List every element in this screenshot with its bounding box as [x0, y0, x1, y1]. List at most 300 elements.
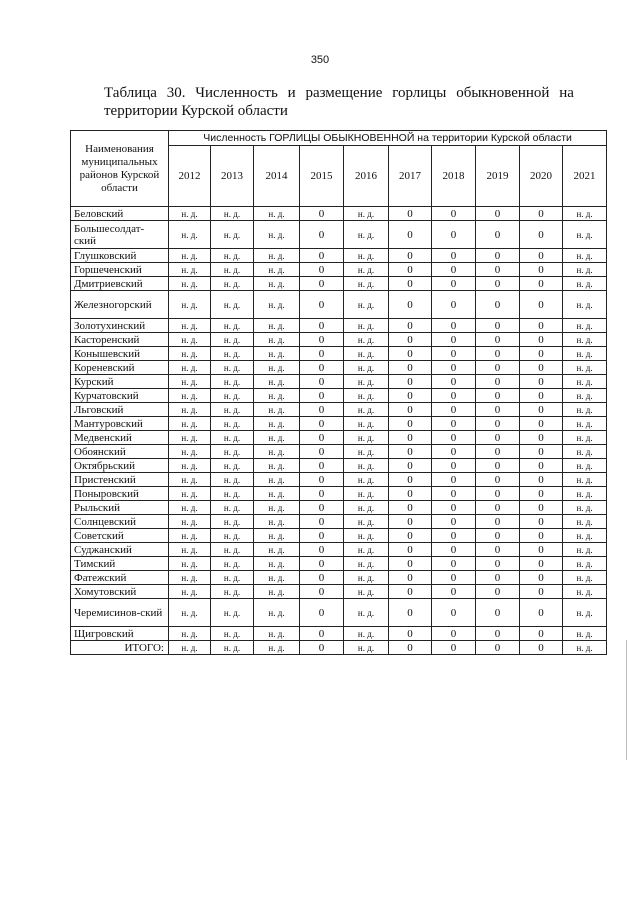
caption-word: горлицы	[392, 85, 447, 101]
cell-value: 0	[389, 277, 432, 291]
cell-value: н. д.	[344, 403, 389, 417]
cell-value: 0	[520, 263, 563, 277]
cell-value: н. д.	[344, 277, 389, 291]
district-name: Курский	[71, 375, 169, 389]
cell-value: 0	[300, 487, 344, 501]
cell-value: 0	[389, 375, 432, 389]
cell-value: 0	[300, 501, 344, 515]
cell-value: н. д.	[169, 263, 211, 277]
cell-value: н. д.	[211, 599, 254, 627]
cell-value: 0	[520, 571, 563, 585]
caption-word: размещение	[305, 85, 383, 101]
cell-value: н. д.	[254, 585, 300, 599]
cell-value: н. д.	[254, 543, 300, 557]
cell-value: н. д.	[563, 333, 607, 347]
cell-value: н. д.	[211, 543, 254, 557]
cell-value: 0	[432, 459, 476, 473]
cell-value: 0	[300, 207, 344, 221]
cell-value: н. д.	[169, 599, 211, 627]
cell-value: н. д.	[254, 417, 300, 431]
cell-value: 0	[432, 403, 476, 417]
cell-value: н. д.	[211, 221, 254, 249]
cell-value: 0	[389, 599, 432, 627]
cell-value: н. д.	[211, 641, 254, 655]
district-name: Большесолдат-ский	[71, 221, 169, 249]
cell-value: 0	[520, 333, 563, 347]
cell-value: н. д.	[211, 403, 254, 417]
cell-value: 0	[389, 263, 432, 277]
cell-value: 0	[520, 347, 563, 361]
cell-value: н. д.	[344, 361, 389, 375]
cell-value: н. д.	[563, 277, 607, 291]
district-name: Мантуровский	[71, 417, 169, 431]
cell-value: н. д.	[169, 585, 211, 599]
caption-word: Численность	[195, 85, 278, 101]
cell-value: н. д.	[211, 585, 254, 599]
cell-value: н. д.	[344, 221, 389, 249]
cell-value: 0	[476, 529, 520, 543]
table-row	[71, 277, 607, 291]
cell-value: н. д.	[169, 375, 211, 389]
cell-value: 0	[300, 627, 344, 641]
cell-value: н. д.	[563, 641, 607, 655]
cell-value: н. д.	[254, 445, 300, 459]
cell-value: н. д.	[169, 487, 211, 501]
cell-value: н. д.	[211, 557, 254, 571]
cell-value: н. д.	[169, 543, 211, 557]
cell-value: 0	[476, 291, 520, 319]
cell-value: н. д.	[254, 277, 300, 291]
district-name: Тимский	[71, 557, 169, 571]
cell-value: н. д.	[169, 207, 211, 221]
cell-value: н. д.	[169, 571, 211, 585]
cell-value: 0	[520, 445, 563, 459]
cell-value: 0	[476, 277, 520, 291]
cell-value: 0	[432, 249, 476, 263]
district-name: Железногорский	[71, 291, 169, 319]
cell-value: н. д.	[563, 319, 607, 333]
cell-value: н. д.	[563, 529, 607, 543]
district-name: Глушковский	[71, 249, 169, 263]
cell-value: н. д.	[563, 585, 607, 599]
header-year: 2021	[563, 146, 607, 207]
district-name: Пристенский	[71, 473, 169, 487]
cell-value: н. д.	[254, 361, 300, 375]
cell-value: 0	[432, 347, 476, 361]
cell-value: 0	[476, 501, 520, 515]
cell-value: н. д.	[169, 431, 211, 445]
cell-value: н. д.	[344, 641, 389, 655]
table-body	[71, 207, 607, 655]
header-year: 2016	[344, 146, 389, 207]
cell-value: 0	[300, 417, 344, 431]
cell-value: н. д.	[563, 249, 607, 263]
table-row	[71, 291, 607, 319]
header-year: 2014	[254, 146, 300, 207]
cell-value: н. д.	[254, 347, 300, 361]
cell-value: 0	[300, 249, 344, 263]
district-name: Фатежский	[71, 571, 169, 585]
header-district: Наименования муниципальных районов Курской области	[71, 131, 169, 207]
cell-value: 0	[389, 557, 432, 571]
total-row	[71, 641, 607, 655]
table-row	[71, 375, 607, 389]
cell-value: н. д.	[344, 445, 389, 459]
cell-value: 0	[300, 347, 344, 361]
cell-value: 0	[432, 431, 476, 445]
table-row	[71, 501, 607, 515]
cell-value: н. д.	[169, 319, 211, 333]
cell-value: 0	[432, 557, 476, 571]
cell-value: 0	[389, 571, 432, 585]
cell-value: н. д.	[563, 515, 607, 529]
cell-value: 0	[520, 627, 563, 641]
cell-value: н. д.	[169, 459, 211, 473]
header-year: 2018	[432, 146, 476, 207]
cell-value: 0	[300, 585, 344, 599]
cell-value: н. д.	[169, 473, 211, 487]
cell-value: н. д.	[254, 473, 300, 487]
header-year: 2017	[389, 146, 432, 207]
cell-value: н. д.	[169, 333, 211, 347]
cell-value: н. д.	[169, 445, 211, 459]
table-row	[71, 599, 607, 627]
table-row	[71, 627, 607, 641]
cell-value: 0	[300, 431, 344, 445]
cell-value: 0	[520, 501, 563, 515]
cell-value: н. д.	[563, 473, 607, 487]
cell-value: 0	[520, 291, 563, 319]
cell-value: 0	[432, 291, 476, 319]
district-name: Горшеченский	[71, 263, 169, 277]
cell-value: 0	[520, 277, 563, 291]
cell-value: 0	[476, 641, 520, 655]
cell-value: н. д.	[211, 417, 254, 431]
cell-value: н. д.	[254, 599, 300, 627]
cell-value: 0	[389, 473, 432, 487]
cell-value: 0	[300, 277, 344, 291]
header-year: 2015	[300, 146, 344, 207]
cell-value: н. д.	[254, 529, 300, 543]
cell-value: н. д.	[254, 557, 300, 571]
table-row	[71, 431, 607, 445]
cell-value: 0	[476, 627, 520, 641]
cell-value: 0	[389, 585, 432, 599]
cell-value: н. д.	[344, 207, 389, 221]
cell-value: 0	[389, 501, 432, 515]
cell-value: н. д.	[211, 333, 254, 347]
cell-value: н. д.	[211, 347, 254, 361]
district-name: Суджанский	[71, 543, 169, 557]
cell-value: н. д.	[344, 543, 389, 557]
table-row	[71, 347, 607, 361]
caption-word: на	[559, 85, 574, 101]
cell-value: н. д.	[211, 431, 254, 445]
cell-value: н. д.	[563, 487, 607, 501]
cell-value: 0	[520, 599, 563, 627]
cell-value: н. д.	[254, 431, 300, 445]
cell-value: 0	[389, 207, 432, 221]
table-row	[71, 319, 607, 333]
table-row	[71, 249, 607, 263]
cell-value: 0	[300, 333, 344, 347]
cell-value: 0	[300, 361, 344, 375]
cell-value: 0	[476, 361, 520, 375]
cell-value: н. д.	[169, 627, 211, 641]
caption-word: и	[287, 85, 296, 101]
cell-value: 0	[432, 515, 476, 529]
cell-value: 0	[432, 529, 476, 543]
cell-value: н. д.	[169, 417, 211, 431]
district-name: Солнцевский	[71, 515, 169, 529]
cell-value: 0	[300, 473, 344, 487]
cell-value: н. д.	[563, 417, 607, 431]
cell-value: 0	[476, 571, 520, 585]
cell-value: н. д.	[254, 571, 300, 585]
district-name: Золотухинский	[71, 319, 169, 333]
cell-value: н. д.	[211, 515, 254, 529]
cell-value: 0	[476, 459, 520, 473]
cell-value: н. д.	[563, 459, 607, 473]
cell-value: 0	[300, 641, 344, 655]
cell-value: 0	[432, 375, 476, 389]
cell-value: н. д.	[169, 515, 211, 529]
page-number: 350	[310, 54, 330, 66]
cell-value: н. д.	[169, 557, 211, 571]
cell-value: н. д.	[344, 263, 389, 277]
cell-value: 0	[520, 361, 563, 375]
cell-value: 0	[520, 207, 563, 221]
cell-value: 0	[520, 431, 563, 445]
table-row	[71, 515, 607, 529]
cell-value: 0	[300, 557, 344, 571]
cell-value: 0	[476, 557, 520, 571]
district-name: Щигровский	[71, 627, 169, 641]
cell-value: н. д.	[169, 291, 211, 319]
cell-value: н. д.	[344, 557, 389, 571]
cell-value: 0	[432, 543, 476, 557]
cell-value: н. д.	[211, 389, 254, 403]
cell-value: 0	[300, 375, 344, 389]
cell-value: 0	[432, 417, 476, 431]
cell-value: 0	[432, 389, 476, 403]
cell-value: 0	[476, 445, 520, 459]
cell-value: 0	[300, 515, 344, 529]
cell-value: 0	[432, 487, 476, 501]
cell-value: н. д.	[563, 389, 607, 403]
cell-value: 0	[476, 347, 520, 361]
cell-value: 0	[476, 515, 520, 529]
table-row	[71, 403, 607, 417]
cell-value: н. д.	[169, 403, 211, 417]
cell-value: 0	[300, 529, 344, 543]
cell-value: 0	[476, 221, 520, 249]
cell-value: 0	[300, 571, 344, 585]
cell-value: 0	[520, 389, 563, 403]
cell-value: н. д.	[169, 361, 211, 375]
cell-value: 0	[520, 249, 563, 263]
cell-value: 0	[520, 543, 563, 557]
cell-value: н. д.	[344, 249, 389, 263]
table-row	[71, 207, 607, 221]
table-row	[71, 333, 607, 347]
district-name: Черемисинов-ский	[71, 599, 169, 627]
cell-value: 0	[520, 375, 563, 389]
cell-value: 0	[520, 403, 563, 417]
cell-value: н. д.	[211, 263, 254, 277]
cell-value: 0	[300, 403, 344, 417]
district-name: Советский	[71, 529, 169, 543]
cell-value: н. д.	[169, 641, 211, 655]
cell-value: н. д.	[563, 207, 607, 221]
cell-value: н. д.	[169, 347, 211, 361]
district-name: Кореневский	[71, 361, 169, 375]
cell-value: н. д.	[344, 571, 389, 585]
cell-value: н. д.	[563, 557, 607, 571]
cell-value: 0	[432, 207, 476, 221]
cell-value: н. д.	[254, 487, 300, 501]
cell-value: н. д.	[211, 473, 254, 487]
cell-value: н. д.	[211, 487, 254, 501]
cell-value: н. д.	[211, 627, 254, 641]
cell-value: 0	[476, 389, 520, 403]
cell-value: н. д.	[563, 263, 607, 277]
cell-value: н. д.	[169, 529, 211, 543]
cell-value: 0	[389, 221, 432, 249]
cell-value: н. д.	[211, 207, 254, 221]
caption-line-1	[104, 84, 574, 102]
cell-value: н. д.	[344, 529, 389, 543]
cell-value: н. д.	[254, 207, 300, 221]
table-row	[71, 417, 607, 431]
cell-value: 0	[389, 445, 432, 459]
cell-value: 0	[432, 263, 476, 277]
cell-value: н. д.	[211, 501, 254, 515]
cell-value: н. д.	[211, 571, 254, 585]
cell-value: 0	[300, 291, 344, 319]
cell-value: 0	[432, 627, 476, 641]
cell-value: 0	[389, 361, 432, 375]
cell-value: 0	[520, 319, 563, 333]
cell-value: 0	[389, 403, 432, 417]
table-row	[71, 459, 607, 473]
cell-value: 0	[432, 585, 476, 599]
table-row	[71, 585, 607, 599]
cell-value: 0	[300, 221, 344, 249]
district-name: Октябрьский	[71, 459, 169, 473]
cell-value: 0	[520, 487, 563, 501]
cell-value: н. д.	[344, 375, 389, 389]
header-year: 2019	[476, 146, 520, 207]
cell-value: н. д.	[254, 403, 300, 417]
cell-value: н. д.	[254, 459, 300, 473]
table-row	[71, 529, 607, 543]
cell-value: н. д.	[344, 627, 389, 641]
cell-value: 0	[300, 599, 344, 627]
cell-value: 0	[432, 571, 476, 585]
district-name: Рыльский	[71, 501, 169, 515]
cell-value: н. д.	[211, 459, 254, 473]
table-row	[71, 473, 607, 487]
cell-value: 0	[476, 263, 520, 277]
cell-value: 0	[300, 459, 344, 473]
district-name: Поныровский	[71, 487, 169, 501]
cell-value: н. д.	[211, 291, 254, 319]
cell-value: 0	[389, 515, 432, 529]
cell-value: 0	[520, 515, 563, 529]
table-row	[71, 389, 607, 403]
cell-value: н. д.	[344, 431, 389, 445]
cell-value: 0	[520, 557, 563, 571]
cell-value: н. д.	[344, 515, 389, 529]
cell-value: 0	[476, 249, 520, 263]
district-name: Хомутовский	[71, 585, 169, 599]
cell-value: 0	[389, 627, 432, 641]
table-caption	[104, 84, 574, 120]
cell-value: 0	[389, 333, 432, 347]
cell-value: 0	[389, 347, 432, 361]
cell-value: н. д.	[254, 515, 300, 529]
cell-value: н. д.	[254, 249, 300, 263]
cell-value: 0	[432, 361, 476, 375]
cell-value: 0	[300, 263, 344, 277]
cell-value: н. д.	[211, 319, 254, 333]
header-population: Численность ГОРЛИЦЫ ОБЫКНОВЕННОЙ на территории Курской области	[169, 131, 607, 146]
cell-value: 0	[432, 473, 476, 487]
cell-value: н. д.	[344, 501, 389, 515]
cell-value: 0	[476, 543, 520, 557]
cell-value: н. д.	[563, 361, 607, 375]
district-name: Конышевский	[71, 347, 169, 361]
cell-value: н. д.	[344, 389, 389, 403]
cell-value: н. д.	[211, 529, 254, 543]
cell-value: н. д.	[254, 333, 300, 347]
cell-value: 0	[389, 431, 432, 445]
population-table	[70, 130, 607, 655]
cell-value: 0	[389, 319, 432, 333]
caption-word: 30.	[166, 85, 186, 101]
cell-value: н. д.	[254, 389, 300, 403]
cell-value: н. д.	[344, 585, 389, 599]
table-row	[71, 571, 607, 585]
table-row	[71, 543, 607, 557]
cell-value: н. д.	[254, 221, 300, 249]
cell-value: н. д.	[169, 501, 211, 515]
cell-value: н. д.	[563, 403, 607, 417]
cell-value: 0	[476, 417, 520, 431]
district-name: Обоянский	[71, 445, 169, 459]
cell-value: н. д.	[344, 459, 389, 473]
district-name: Льговский	[71, 403, 169, 417]
cell-value: н. д.	[344, 417, 389, 431]
cell-value: н. д.	[344, 291, 389, 319]
cell-value: н. д.	[344, 599, 389, 627]
cell-value: 0	[389, 641, 432, 655]
cell-value: н. д.	[563, 375, 607, 389]
cell-value: 0	[476, 599, 520, 627]
cell-value: 0	[432, 277, 476, 291]
cell-value: н. д.	[563, 501, 607, 515]
cell-value: 0	[476, 375, 520, 389]
cell-value: н. д.	[211, 361, 254, 375]
cell-value: 0	[476, 403, 520, 417]
table-row	[71, 361, 607, 375]
cell-value: н. д.	[344, 473, 389, 487]
cell-value: н. д.	[254, 641, 300, 655]
cell-value: н. д.	[211, 445, 254, 459]
district-name: Дмитриевский	[71, 277, 169, 291]
cell-value: н. д.	[254, 291, 300, 319]
